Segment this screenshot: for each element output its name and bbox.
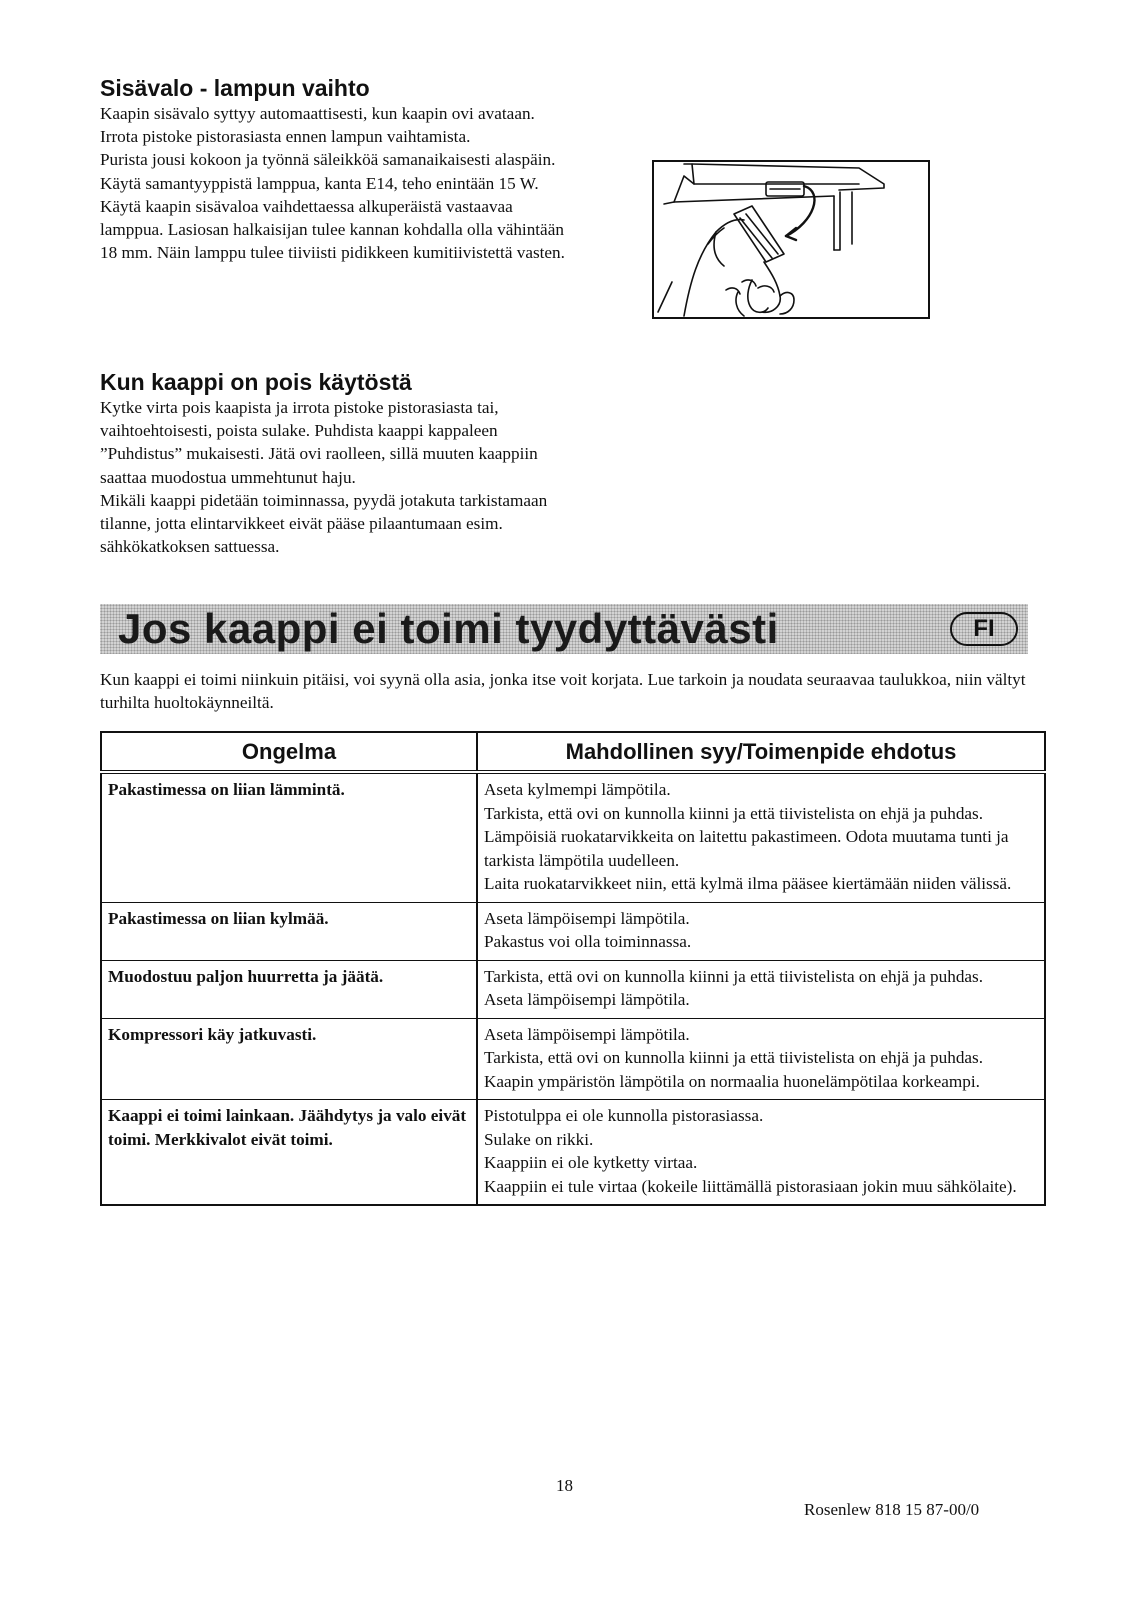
table-header-row xyxy=(101,732,1045,772)
solution-cell xyxy=(477,1018,1045,1100)
solution-item: Kaappiin ei tule virtaa (kokeile liittämällä pistorasiaan jokin muu sähkölaite). xyxy=(484,1176,1017,1196)
lamp-paragraph: Käytä kaapin sisävaloa vaihdettaessa alkuperäistä vastaavaa lamppua. Lasiosan halkaisijan tulee kannan kohdalla olla vähintään 18 mm. Näin lamppu tulee tiiviisti pidikkeen kumitiivistettä vasten. xyxy=(100,196,565,263)
problem-cell: Pakastimessa on liian kylmää. xyxy=(101,902,477,960)
solution-item: Lämpöisiä ruokatarvikkeita on laitettu pakastimeen. Odota muutama tunti ja tarkista lämpötila uudelleen. xyxy=(484,827,1009,870)
solution-item: Sulake on rikki. xyxy=(484,1129,594,1149)
lamp-paragraph: Käytä samantyyppistä lamppua, kanta E14, teho enintään 15 W. xyxy=(100,173,539,193)
column-header-solution: Mahdollinen syy/Toimenpide ehdotus xyxy=(477,732,1045,772)
solution-item: Tarkista, että ovi on kunnolla kiinni ja että tiivistelista on ehjä ja puhdas. xyxy=(484,966,984,986)
unused-section xyxy=(100,368,570,558)
solution-item: Pakastus voi olla toiminnassa. xyxy=(484,932,692,951)
hand-lamp-icon xyxy=(654,162,928,317)
lamp-paragraph: Purista jousi kokoon ja työnnä säleikköä samanaikaisesti alaspäin. xyxy=(100,150,556,170)
solution-item: Pistotulppa ei ole kunnolla pistorasiassa. xyxy=(484,1106,764,1125)
solution-cell xyxy=(477,960,1045,1018)
solution-item: Kaapin ympäristön lämpötila on normaalia huonelämpötilaa korkeampi. xyxy=(484,1071,980,1091)
problem-cell: Kaappi ei toimi lainkaan. Jäähdytys ja valo eivät toimi. Merkkivalot eivät toimi. xyxy=(101,1100,477,1206)
intro-text: Kun kaappi ei toimi niinkuin pitäisi, voi syynä olla asia, jonka itse voit korjata. Lue tarkoin ja noudata seuraavaa taulukkoa, niin vältyt turhilta huoltokäynneiltä. xyxy=(100,670,1026,712)
lamp-body xyxy=(100,102,570,264)
lamp-paragraph: Kaapin sisävalo syttyy automaattisesti, kun kaapin ovi avataan. Irrota pistoke pistorasiasta ennen lampun vaihtamista. xyxy=(100,104,535,147)
column-header-problem: Ongelma xyxy=(101,732,477,772)
unused-heading: Kun kaappi on pois käytöstä xyxy=(100,369,412,395)
unused-paragraph: Mikäli kaappi pidetään toiminnassa, pyydä jotakuta tarkistamaan tilanne, jotta elintarvikkeet eivät pääse pilaantumaan esim. sähkökatkoksen sattuessa. xyxy=(100,490,548,557)
solution-item: Kaappiin ei ole kytketty virtaa. xyxy=(484,1153,698,1172)
solution-item: Tarkista, että ovi on kunnolla kiinni ja että tiivistelista on ehjä ja puhdas. xyxy=(484,803,984,823)
problem-cell: Muodostuu paljon huurretta ja jäätä. xyxy=(101,960,477,1018)
solution-item: Aseta kylmempi lämpötila. xyxy=(484,780,671,799)
solution-item: Aseta lämpöisempi lämpötila. xyxy=(484,1024,690,1044)
page-number: 18 xyxy=(556,1476,573,1495)
table-row xyxy=(101,960,1045,1018)
solution-item: Laita ruokatarvikkeet niin, että kylmä ilma pääsee kiertämään niiden välissä. xyxy=(484,874,1012,893)
banner-title: Jos kaappi ei toimi tyydyttävästi xyxy=(118,605,779,652)
unused-paragraph: Kytke virta pois kaapista ja irrota pistoke pistorasiasta tai, vaihtoehtoisesti, poista sulake. Puhdista kaappi kappaleen ”Puhdistus” mukaisesti. Jätä ovi raolleen, sillä muuten kaappiin saattaa muodostua ummehtunut haju. xyxy=(100,398,538,487)
language-badge: FI xyxy=(950,612,1018,646)
table-row xyxy=(101,1018,1045,1100)
lamp-replacement-illustration xyxy=(652,160,930,319)
lamp-section xyxy=(100,74,570,264)
lamp-heading: Sisävalo - lampun vaihto xyxy=(100,75,370,101)
table-row xyxy=(101,772,1045,902)
troubleshooting-table xyxy=(100,731,1046,1206)
unused-body xyxy=(100,396,570,558)
document-code: Rosenlew 818 15 87-00/0 xyxy=(804,1500,980,1519)
solution-cell xyxy=(477,1100,1045,1206)
solution-item: Aseta lämpöisempi lämpötila. xyxy=(484,908,690,928)
table-row xyxy=(101,902,1045,960)
solution-cell xyxy=(477,772,1045,902)
troubleshooting-banner xyxy=(100,604,1028,654)
table-row xyxy=(101,1100,1045,1206)
solution-item: Aseta lämpöisempi lämpötila. xyxy=(484,990,690,1009)
solution-cell xyxy=(477,902,1045,960)
problem-cell: Pakastimessa on liian lämmintä. xyxy=(101,772,477,902)
problem-cell: Kompressori käy jatkuvasti. xyxy=(101,1018,477,1100)
solution-item: Tarkista, että ovi on kunnolla kiinni ja että tiivistelista on ehjä ja puhdas. xyxy=(484,1048,984,1067)
